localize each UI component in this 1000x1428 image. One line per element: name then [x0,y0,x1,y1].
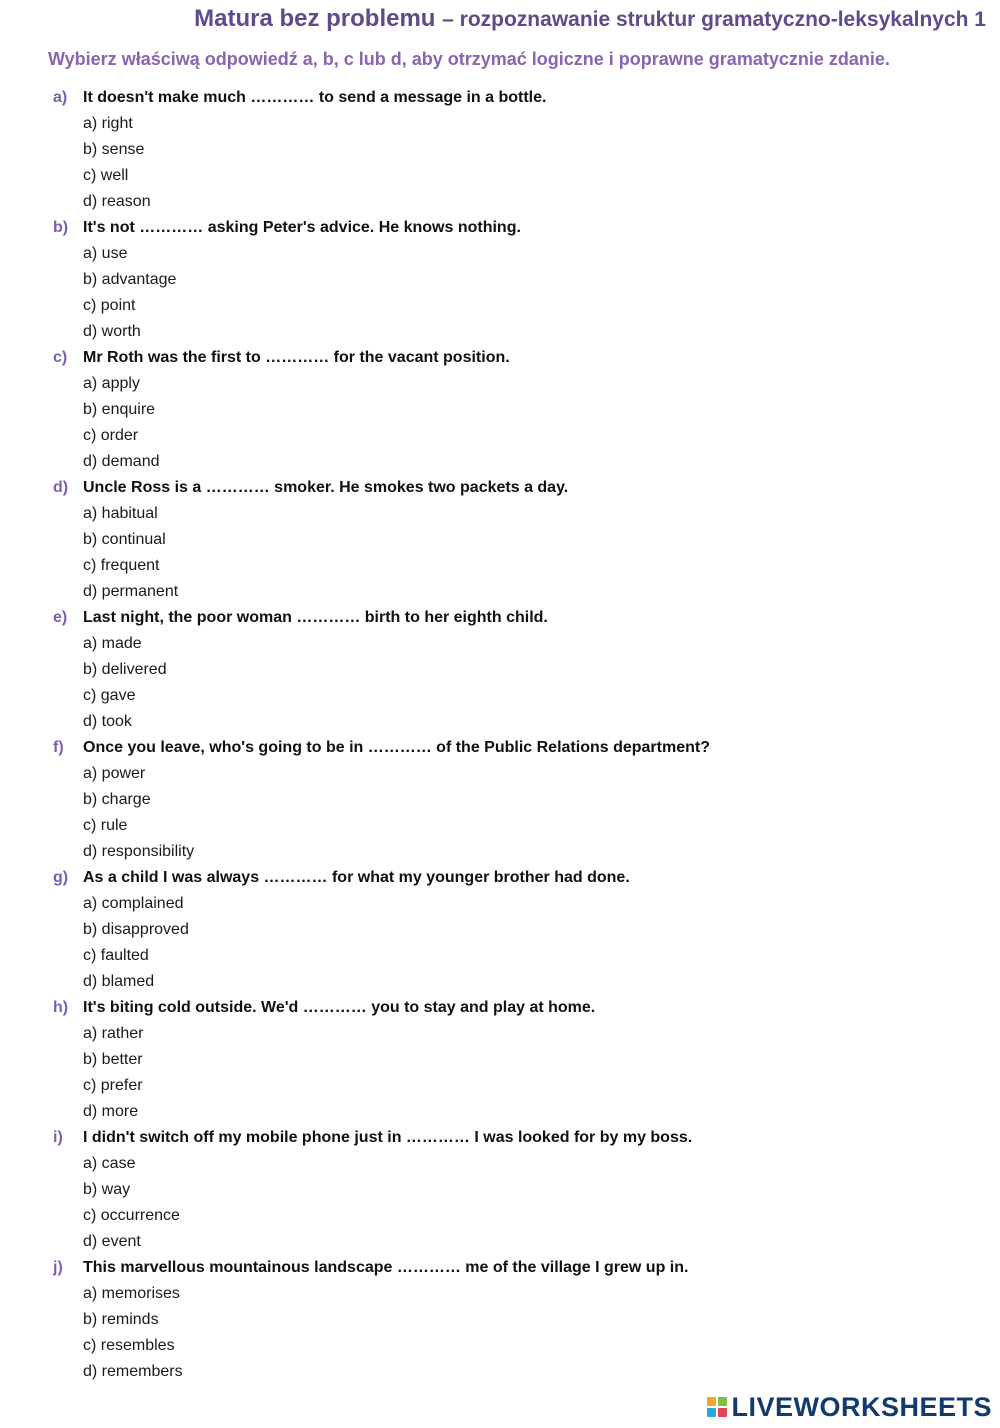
answer-option[interactable]: c) faulted [83,947,149,964]
answer-option[interactable]: a) right [83,115,133,132]
logo-text: LIVEWORKSHEETS [731,1391,992,1422]
answer-option[interactable]: c) point [83,297,136,314]
answer-option[interactable]: a) complained [83,895,184,912]
answer-option[interactable]: d) reason [83,193,151,210]
answer-option[interactable]: b) advantage [83,271,177,288]
question-text: This marvellous mountainous landscape ………… me of the village I grew up in. [83,1259,689,1276]
question-letter: g) [53,869,69,886]
answer-option[interactable]: a) case [83,1155,136,1172]
question-letter: i) [53,1129,63,1146]
logo-mark-icon [707,1397,727,1417]
question-letter: b) [53,219,69,236]
question-item [0,1255,1000,1385]
answer-option[interactable]: a) use [83,245,128,262]
title-main: Matura bez problemu [194,5,436,32]
question-text: I didn't switch off my mobile phone just in ………… I was looked for by my boss. [83,1129,693,1146]
question-line [0,735,1000,761]
question-text: It's not ………… asking Peter's advice. He knows nothing. [83,219,521,236]
answer-option[interactable]: a) memorises [83,1285,180,1302]
question-line [0,995,1000,1021]
question-text: Last night, the poor woman ………… birth to her eighth child. [83,609,548,626]
question-item [0,1125,1000,1255]
answer-option[interactable]: b) better [83,1051,143,1068]
answer-options [0,111,1000,215]
question-text: As a child I was always ………… for what my younger brother had done. [83,869,630,886]
logo-square-3 [707,1408,716,1417]
question-item [0,85,1000,215]
answer-option[interactable]: c) prefer [83,1077,143,1094]
answer-option[interactable]: b) charge [83,791,151,808]
logo-square-1 [707,1397,716,1406]
answer-options [0,1021,1000,1125]
question-letter: a) [53,89,68,106]
answer-option[interactable]: c) rule [83,817,128,834]
title-subtitle: – rozpoznawanie struktur gramatyczno-leksykalnych 1 [442,8,986,31]
answer-option[interactable]: d) blamed [83,973,155,990]
answer-option[interactable]: c) order [83,427,139,444]
question-list [0,85,1000,1385]
question-letter: j) [53,1259,63,1276]
answer-option[interactable]: b) way [83,1181,131,1198]
answer-option[interactable]: d) event [83,1233,141,1250]
instruction-text: Wybierz właściwą odpowiedź a, b, c lub d, aby otrzymać logiczne i poprawne gramatycznie zdanie. [48,49,890,69]
question-item [0,605,1000,735]
question-text: It doesn't make much ………… to send a message in a bottle. [83,89,547,106]
answer-option[interactable]: d) took [83,713,132,730]
question-line [0,605,1000,631]
answer-options [0,891,1000,995]
question-item [0,865,1000,995]
question-letter: f) [53,739,64,756]
question-item [0,995,1000,1125]
answer-option[interactable]: b) continual [83,531,166,548]
answer-option[interactable]: a) apply [83,375,140,392]
page-title [194,4,986,35]
question-text: Once you leave, who's going to be in ………… of the Public Relations department? [83,739,710,756]
answer-option[interactable]: d) demand [83,453,160,470]
question-line [0,215,1000,241]
answer-options [0,241,1000,345]
answer-option[interactable]: b) reminds [83,1311,159,1328]
answer-option[interactable]: d) remembers [83,1363,183,1380]
answer-option[interactable]: d) more [83,1103,139,1120]
question-text: It's biting cold outside. We'd ………… you to stay and play at home. [83,999,596,1016]
question-letter: d) [53,479,69,496]
answer-option[interactable]: c) frequent [83,557,160,574]
answer-option[interactable]: b) enquire [83,401,156,418]
question-item [0,475,1000,605]
question-line [0,475,1000,501]
answer-option[interactable]: c) resembles [83,1337,175,1354]
answer-option[interactable]: b) disapproved [83,921,189,938]
answer-options [0,1281,1000,1385]
answer-option[interactable]: b) delivered [83,661,167,678]
answer-option[interactable]: c) occurrence [83,1207,180,1224]
answer-options [0,371,1000,475]
answer-option[interactable]: c) gave [83,687,136,704]
question-line [0,345,1000,371]
answer-options [0,1151,1000,1255]
logo-square-2 [718,1397,727,1406]
question-line [0,1125,1000,1151]
question-item [0,345,1000,475]
answer-option[interactable]: d) worth [83,323,141,340]
answer-option[interactable]: a) habitual [83,505,158,522]
logo-square-4 [718,1408,727,1417]
answer-option[interactable]: c) well [83,167,129,184]
liveworksheets-logo [707,1392,992,1422]
answer-option[interactable]: d) permanent [83,583,179,600]
question-letter: c) [53,349,68,366]
question-letter: e) [53,609,68,626]
question-line [0,85,1000,111]
answer-options [0,501,1000,605]
answer-option[interactable]: b) sense [83,141,145,158]
question-item [0,215,1000,345]
question-line [0,1255,1000,1281]
question-text: Uncle Ross is a ………… smoker. He smokes two packets a day. [83,479,569,496]
answer-option[interactable]: a) made [83,635,142,652]
question-letter: h) [53,999,69,1016]
question-text: Mr Roth was the first to ………… for the vacant position. [83,349,510,366]
question-item [0,735,1000,865]
answer-option[interactable]: d) responsibility [83,843,195,860]
answer-option[interactable]: a) power [83,765,146,782]
answer-options [0,631,1000,735]
question-line [0,865,1000,891]
answer-options [0,761,1000,865]
answer-option[interactable]: a) rather [83,1025,144,1042]
